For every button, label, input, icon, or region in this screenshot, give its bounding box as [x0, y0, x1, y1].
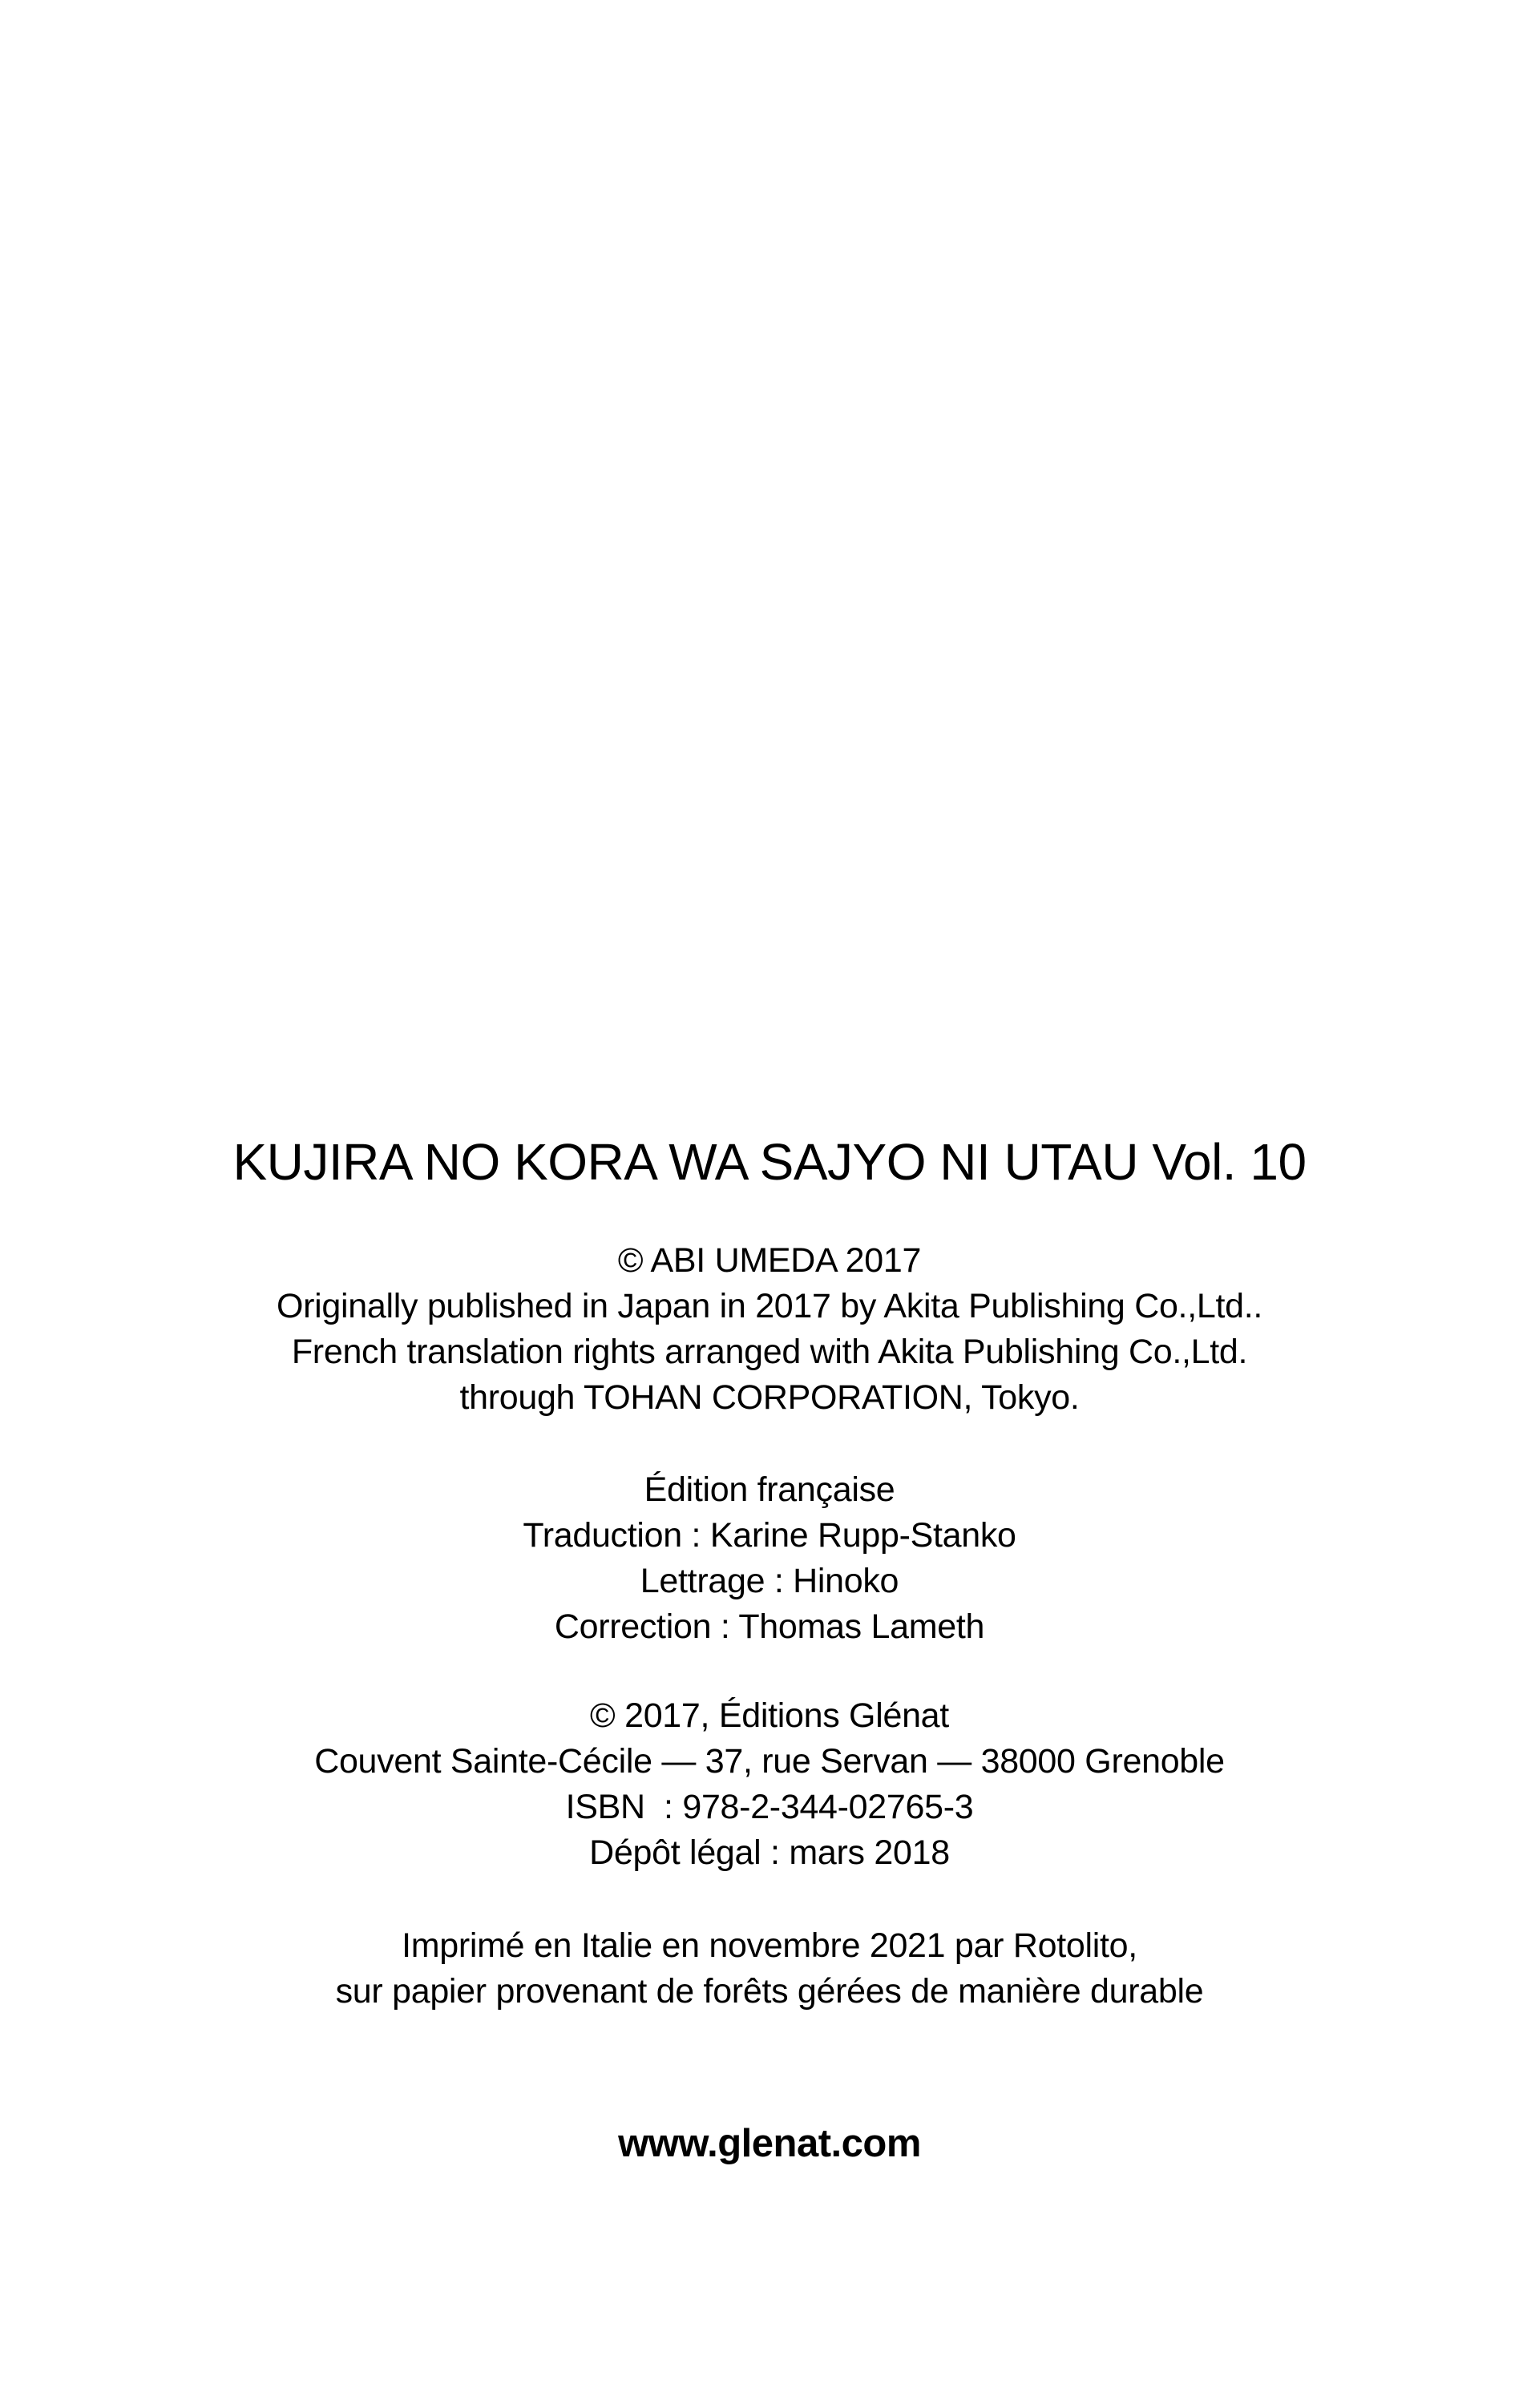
- publisher-block: [0, 1693, 1539, 1876]
- publisher-copyright: © 2017, Éditions Glénat: [590, 1696, 949, 1735]
- legal-deposit-line: Dépôt légal : mars 2018: [589, 1833, 950, 1872]
- lettering-credit: Lettrage : Hinoko: [640, 1562, 899, 1600]
- translation-rights-line: French translation rights arranged with Akita Publishing Co.,Ltd.: [291, 1333, 1248, 1371]
- printing-line: Imprimé en Italie en novembre 2021 par Rotolito,: [402, 1926, 1137, 1965]
- original-copyright-block: [0, 1238, 1539, 1421]
- correction-credit: Correction : Thomas Lameth: [554, 1607, 985, 1646]
- book-title: KUJIRA NO KORA WA SAJYO NI UTAU Vol. 10: [232, 1133, 1307, 1191]
- french-edition-credits: [0, 1467, 1539, 1650]
- edition-heading: Édition française: [644, 1470, 895, 1509]
- isbn-line: ISBN : 978-2-344-02765-3: [565, 1788, 974, 1826]
- rights-agency-line: through TOHAN CORPORATION, Tokyo.: [459, 1378, 1080, 1417]
- paper-source-line: sur papier provenant de forêts gérées de manière durable: [335, 1972, 1204, 2011]
- translation-credit: Traduction : Karine Rupp-Stanko: [523, 1516, 1016, 1555]
- original-publication-line: Originally published in Japan in 2017 by Akita Publishing Co.,Ltd..: [276, 1287, 1263, 1325]
- original-copyright-line: © ABI UMEDA 2017: [617, 1241, 922, 1280]
- printing-block: [0, 1923, 1539, 2015]
- publisher-address: Couvent Sainte-Cécile — 37, rue Servan — 38000 Grenoble: [314, 1742, 1225, 1781]
- website-link[interactable]: www.glenat.com: [618, 2122, 921, 2165]
